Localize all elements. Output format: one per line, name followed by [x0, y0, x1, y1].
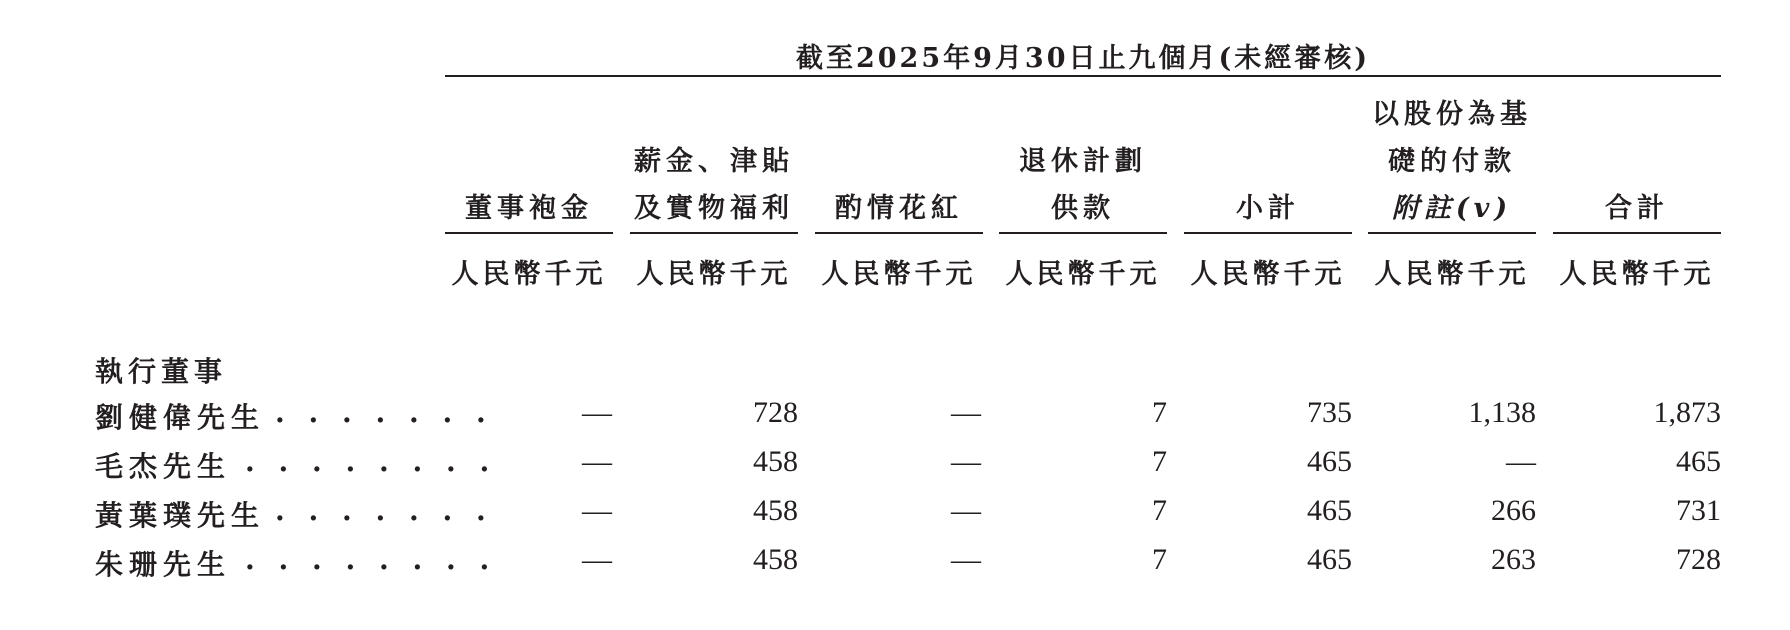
table-cell: 735	[1307, 396, 1352, 429]
table-cell: —	[951, 494, 981, 527]
dot-leader: . . . . . . . .	[245, 543, 497, 576]
table-cell: —	[582, 494, 612, 527]
table-cell: 465	[1307, 543, 1352, 576]
table-cell: 7	[1152, 543, 1167, 576]
column-header-rule	[1368, 232, 1536, 234]
column-header-line: 小計	[1236, 193, 1300, 224]
table-cell: 458	[753, 543, 798, 576]
table-cell: 266	[1491, 494, 1536, 527]
column-header-note-reference: 附註(v)	[1391, 193, 1513, 224]
column-header-line: 薪金、津貼	[634, 146, 794, 177]
column-header-line: 董事袍金	[465, 193, 593, 224]
table-cell: 465	[1676, 445, 1721, 478]
column-header-line: 退休計劃	[1019, 146, 1147, 177]
column-header-rule	[1553, 232, 1721, 234]
table-cell: 1,873	[1653, 396, 1721, 429]
column-header-rule	[999, 232, 1167, 234]
unit-label: 人民幣千元	[451, 259, 607, 290]
unit-label: 人民幣千元	[1005, 259, 1161, 290]
table-cell: 728	[753, 396, 798, 429]
table-cell: 7	[1152, 494, 1167, 527]
row-label: 劉健偉先生	[95, 401, 266, 434]
unit-label: 人民幣千元	[1559, 259, 1715, 290]
column-header-rule	[815, 232, 983, 234]
period-heading: 截至2025年9月30日止九個月(未經審核)	[795, 43, 1371, 74]
dot-leader: . . . . . . .	[275, 494, 493, 527]
column-header-rule	[1184, 232, 1352, 234]
column-header-line: 酌情花紅	[835, 193, 963, 224]
table-cell: —	[582, 445, 612, 478]
column-header-salaries	[630, 138, 798, 232]
table-cell: —	[582, 543, 612, 576]
table-cell: 7	[1152, 445, 1167, 478]
table-cell: 263	[1491, 543, 1536, 576]
column-header-rule	[630, 232, 798, 234]
column-header-line: 以股份為基	[1372, 99, 1532, 130]
table-cell: 731	[1676, 494, 1721, 527]
dot-leader: . . . . . . . .	[245, 445, 497, 478]
unit-label: 人民幣千元	[1374, 259, 1530, 290]
unit-label: 人民幣千元	[821, 259, 977, 290]
table-cell: —	[951, 543, 981, 576]
column-header-pension-contributions	[999, 138, 1167, 232]
column-header-line: 礎的付款	[1388, 146, 1516, 177]
row-label: 毛杰先生	[95, 450, 232, 483]
table-cell: 465	[1307, 494, 1352, 527]
column-header-share-based-payments	[1368, 91, 1536, 232]
table-cell: 7	[1152, 396, 1167, 429]
column-header-directors-fee	[445, 185, 613, 232]
table-cell: —	[1506, 445, 1536, 478]
row-label: 朱珊先生	[95, 548, 232, 581]
column-header-total	[1553, 185, 1721, 232]
column-header-line: 合計	[1605, 193, 1669, 224]
section-title-executive-directors: 執行董事	[95, 355, 228, 388]
table-cell: 728	[1676, 543, 1721, 576]
table-cell: —	[951, 396, 981, 429]
dot-leader: . . . . . . .	[275, 396, 493, 429]
table-cell: —	[582, 396, 612, 429]
row-label: 黃葉璞先生	[95, 499, 266, 532]
column-header-subtotal	[1184, 185, 1352, 232]
table-cell: 1,138	[1468, 396, 1536, 429]
table-cell: 458	[753, 445, 798, 478]
table-cell: 465	[1307, 445, 1352, 478]
unit-label: 人民幣千元	[636, 259, 792, 290]
period-heading-rule	[445, 75, 1721, 77]
table-cell: —	[951, 445, 981, 478]
column-header-line: 及實物福利	[634, 193, 794, 224]
table-cell: 458	[753, 494, 798, 527]
column-header-rule	[445, 232, 613, 234]
column-header-line: 供款	[1051, 193, 1115, 224]
column-header-discretionary-bonus	[815, 185, 983, 232]
unit-label: 人民幣千元	[1190, 259, 1346, 290]
